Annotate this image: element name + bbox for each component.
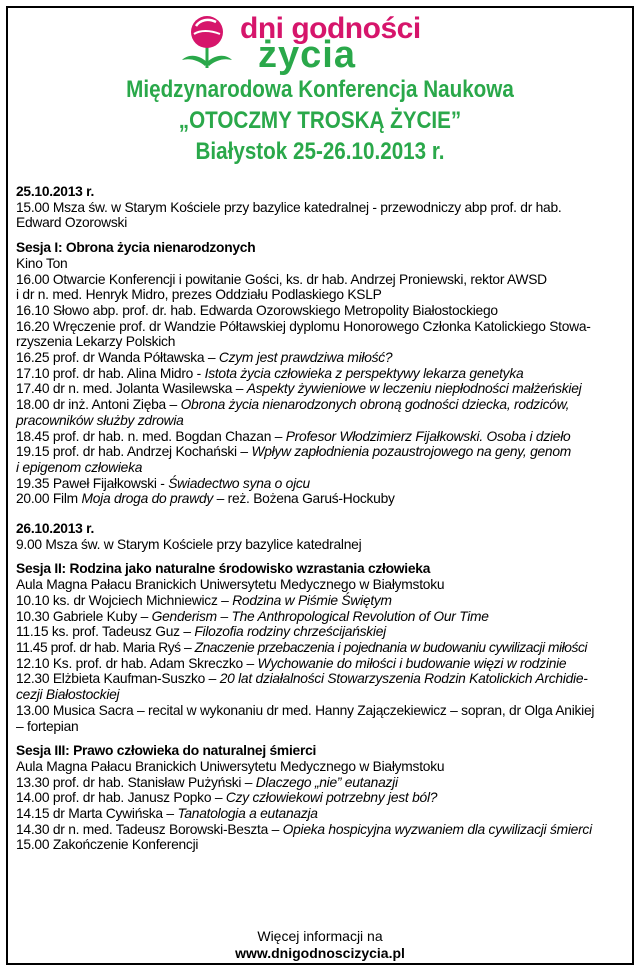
flower-icon [178, 14, 236, 70]
program-line: 12.10 Ks. prof. dr hab. Adam Skreczko – Wychowanie do miłości i budowanie więzi w rodzinie [16, 655, 567, 671]
program-line: 11.15 ks. prof. Tadeusz Guz – Filozofia rodziny chrześcijańskiej [16, 624, 386, 640]
program-line: 16.10 Słowo abp. prof. dr. hab. Edwarda Ozorowskiego Metropolity Białostockiego [16, 302, 498, 318]
day1-date: 25.10.2013 r. [16, 184, 95, 199]
program-line: 16.00 Otwarcie Konferencji i powitanie Gości, ks. dr hab. Andrzej Proniewski, rektor AWSD [16, 271, 547, 287]
program-line: 13.00 Musica Sacra – recital w wykonaniu dr med. Hanny Zajączekiewicz – sopran, dr Olga Anikiej [16, 702, 595, 718]
day2-date: 26.10.2013 r. [16, 521, 95, 537]
program-line: 14.00 prof. dr hab. Janusz Popko – Czy człowiekowi potrzebny jest ból? [16, 790, 438, 806]
program-line: 19.15 prof. dr hab. Andrzej Kochański – Wpływ zapłodnienia pozaustrojowego na geny, genom [16, 444, 572, 460]
session3-title: Sesja III: Prawo człowieka do naturalnej śmierci [16, 743, 317, 759]
program-line: 14.30 dr n. med. Tadeusz Borowski-Beszta – Opieka hospicyjna wyzwaniem dla cywilizacji śmierci [16, 821, 592, 837]
program-line: – fortepian [16, 718, 79, 734]
poster-frame [6, 6, 634, 965]
footer-url[interactable]: www.dnigodnoscizycia.pl [235, 945, 405, 961]
day2-mass: 9.00 Msza św. w Starym Kościele przy bazylice katedralnej [16, 536, 362, 552]
program-line: 10.30 Gabriele Kuby – Genderism – The Anthropological Revolution of Our Time [16, 608, 489, 624]
program-line: 20.00 Film Moja droga do prawdy – reż. Bożena Garuś-Hockuby [16, 491, 395, 507]
session2-place: Aula Magna Pałacu Branickich Uniwersytetu Medycznego w Białymstoku [16, 577, 445, 593]
session1-title: Sesja I: Obrona życia nienarodzonych [16, 240, 256, 256]
program-line: 18.00 dr inż. Antoni Zięba – Obrona życia nienarodzonych obroną godności dziecka, rodziców, [16, 397, 570, 413]
program-line: 15.00 Zakończenie Konferencji [16, 837, 199, 853]
program-line: cezji Białostockiej [16, 687, 120, 703]
day1-mass-l2: Edward Ozorowski [16, 215, 128, 231]
session2-title: Sesja II: Rodzina jako naturalne środowisko wzrastania człowieka [16, 561, 431, 577]
title-line2: „OTOCZMY TROSKĄ ŻYCIE” [178, 107, 462, 134]
title-line3: Białystok 25-26.10.2013 r. [195, 138, 445, 165]
program-line: 14.15 dr Marta Cywińska – Tanatologia a eutanazja [16, 806, 318, 822]
program-line: 12.30 Elżbieta Kaufman-Suszko – 20 lat działalności Stowarzyszenia Rodzin Katolickich Archidie- [16, 671, 588, 687]
logo [176, 12, 476, 76]
program-line: 10.10 ks. dr Wojciech Michniewicz – Rodzina w Piśmie Świętym [16, 592, 392, 608]
session3-place: Aula Magna Pałacu Branickich Uniwersytetu Medycznego w Białymstoku [16, 758, 445, 774]
program-line: 13.30 prof. dr hab. Stanisław Pużyński – Dlaczego „nie” eutanazji [16, 774, 398, 790]
day1-mass-l1: 15.00 Msza św. w Starym Kościele przy bazylice katedralnej - przewodniczy abp prof. dr hab. [16, 199, 562, 215]
program-line: 11.45 prof. dr hab. Maria Ryś – Znaczenie przebaczenia i pojednania w budowaniu cywilizacji miłości [16, 639, 588, 655]
program-line: 17.40 dr n. med. Jolanta Wasilewska – Aspekty żywieniowe w leczeniu niepłodności małżeńskiej [16, 381, 582, 397]
program-line: i epigenom człowieka [16, 459, 143, 475]
program-line: 17.10 prof. dr hab. Alina Midro - Istota życia człowieka z perspektywy lekarza genetyka [16, 365, 524, 381]
program-line: rzyszenia Lekarzy Polskich [16, 334, 176, 350]
program-line: 19.35 Paweł Fijałkowski - Świadectwo syna o ojcu [16, 475, 310, 491]
session1-place: Kino Ton [16, 255, 68, 271]
program-line: 16.20 Wręczenie prof. dr Wandzie Półtawskiej dyplomu Honorowego Członka Katolickiego Stowa- [16, 318, 591, 334]
program-line: 18.45 prof. dr hab. n. med. Bogdan Chazan – Profesor Włodzimierz Fijałkowski. Osoba i dzieło [16, 428, 571, 444]
program-line: 16.25 prof. dr Wanda Półtawska – Czym jest prawdziwa miłość? [16, 350, 393, 366]
header [8, 8, 632, 178]
program-line: pracowników służby zdrowia [16, 412, 184, 428]
program-line: i dr n. med. Henryk Midro, prezes Oddziału Podlaskiego KSLP [16, 287, 382, 303]
program [16, 184, 622, 853]
brand-line1: dni godności [240, 12, 421, 45]
footer [8, 928, 632, 962]
footer-info: Więcej informacji na [257, 928, 383, 944]
conference-title [52, 74, 589, 167]
brand-line2: życia [258, 34, 356, 76]
title-line1: Międzynarodowa Konferencja Naukowa [126, 76, 514, 103]
